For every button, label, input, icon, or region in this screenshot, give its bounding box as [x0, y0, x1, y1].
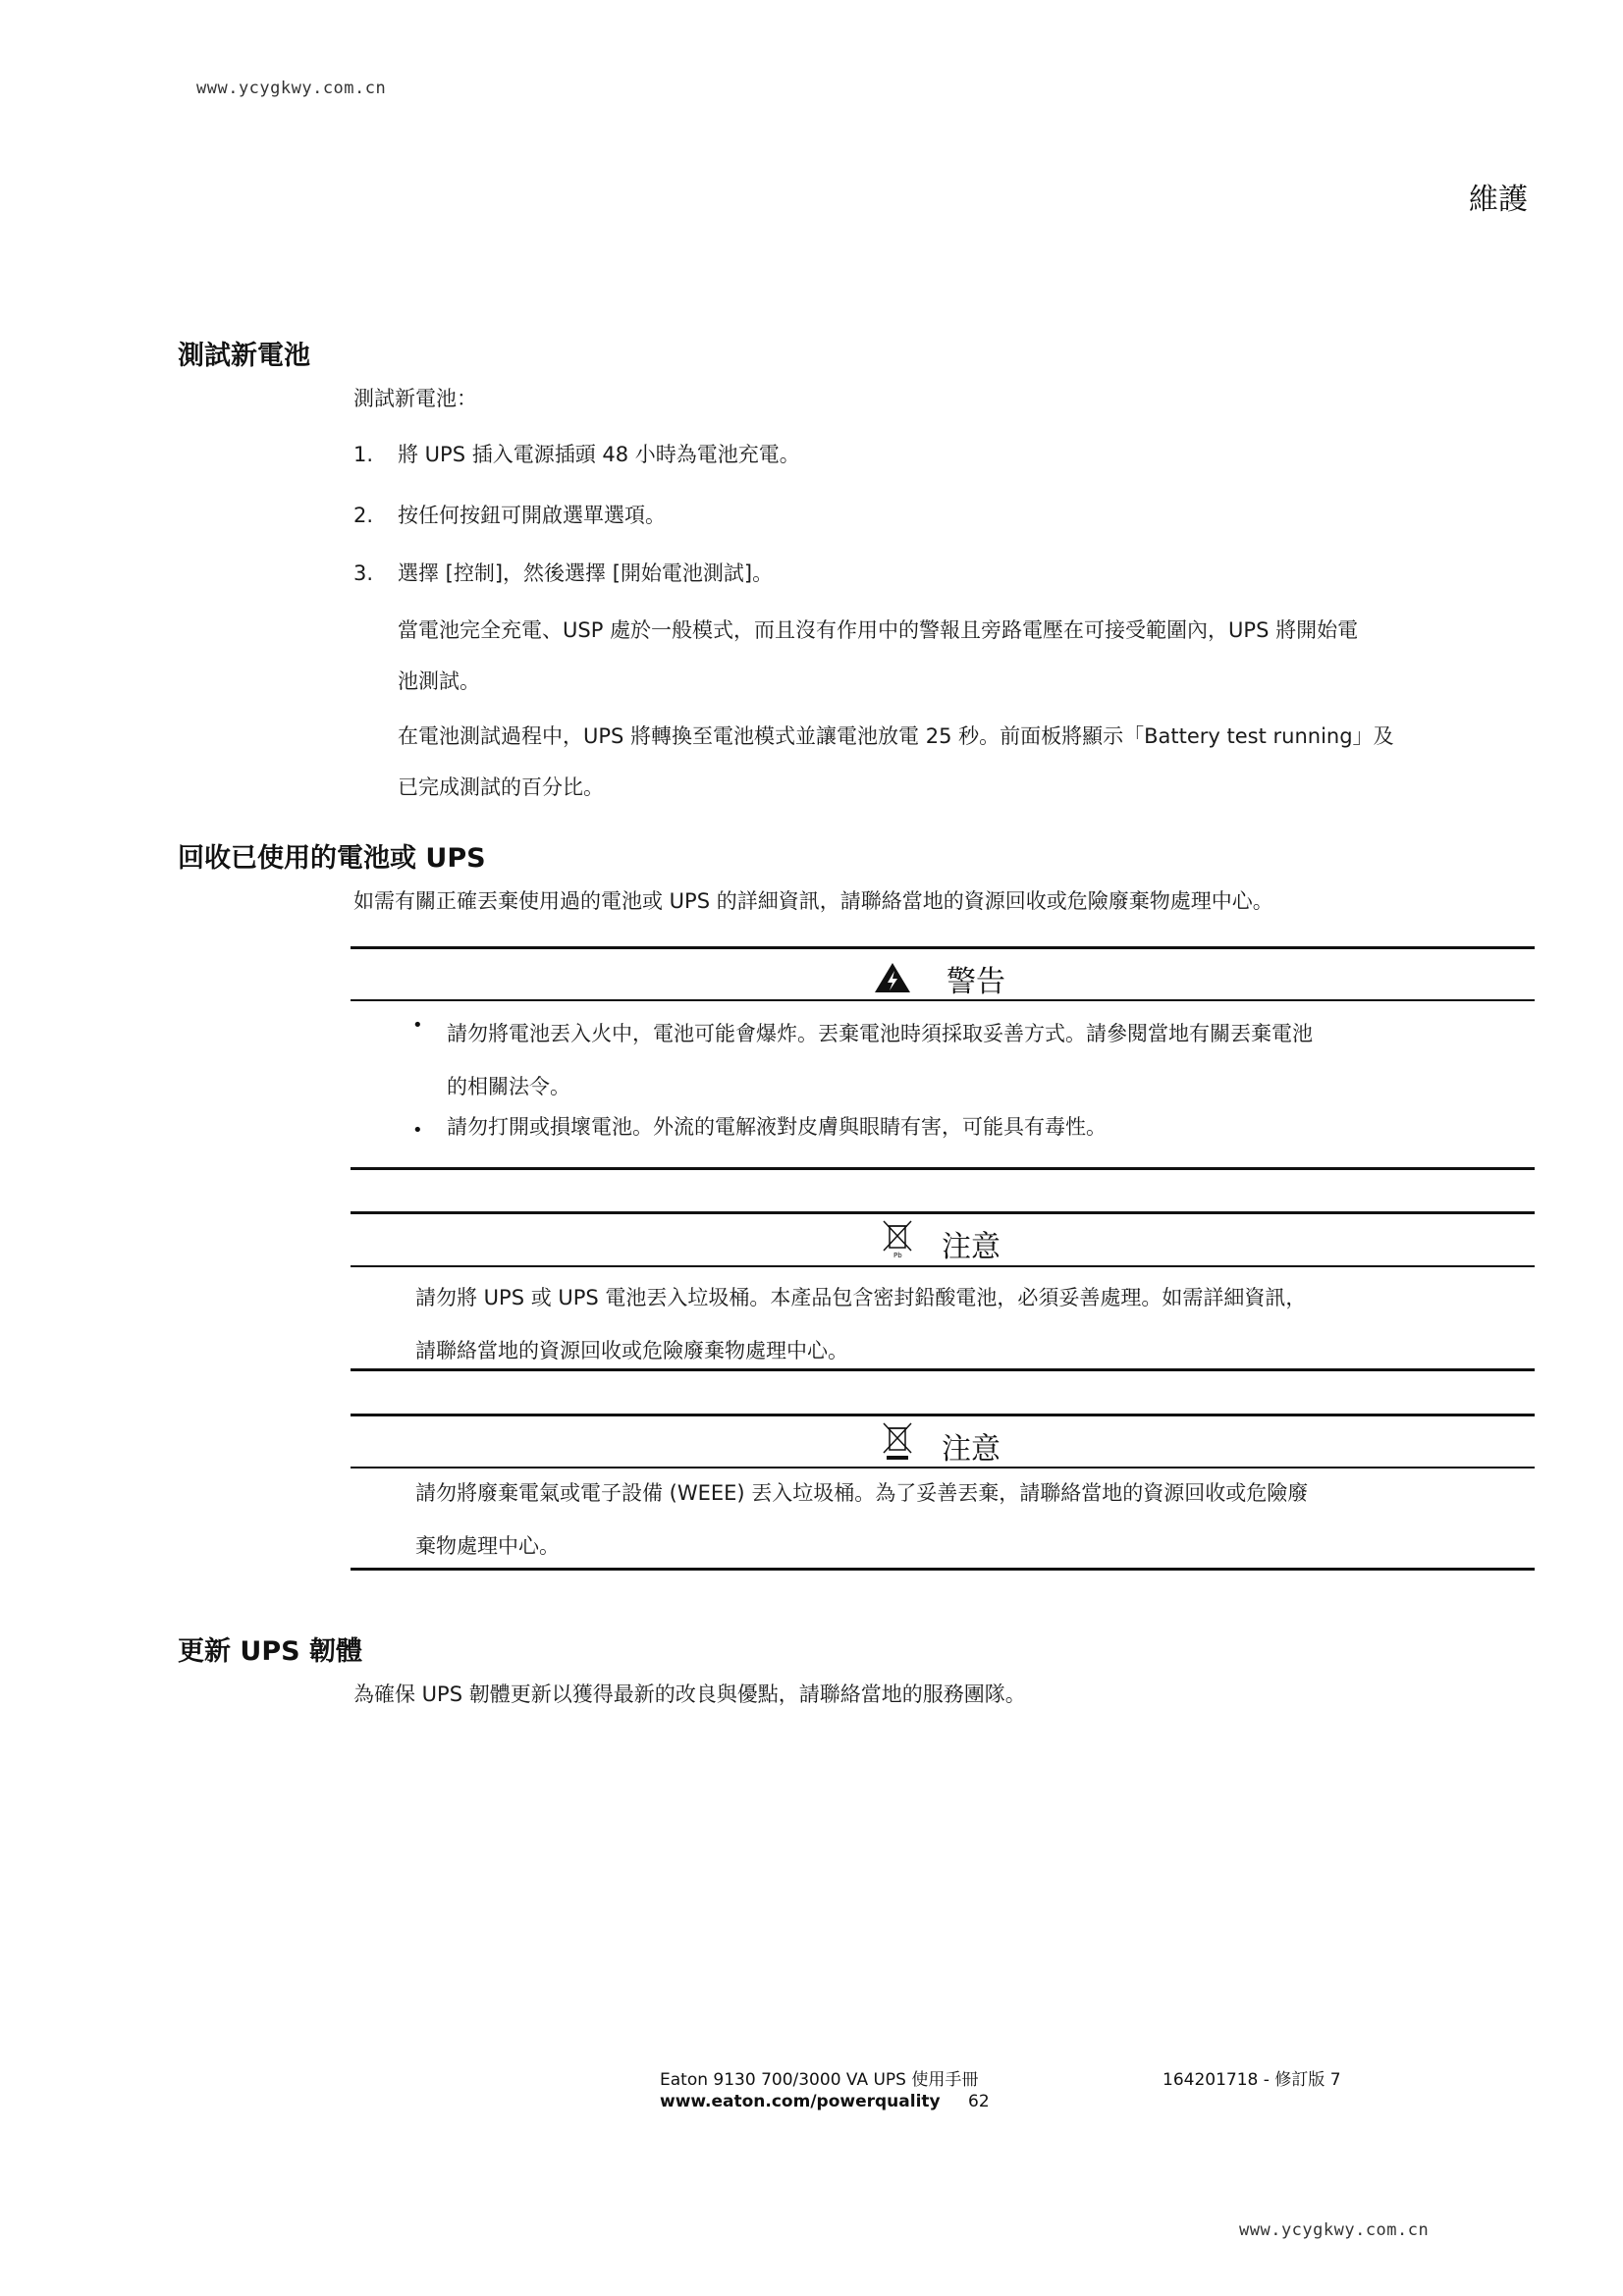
footer-url[interactable]: www.eaton.com/powerquality [660, 2092, 941, 2111]
warning-bullet-1 [447, 1007, 1313, 1113]
svg-text:Pb: Pb [893, 1252, 902, 1259]
caution1-bottom-rule [351, 1368, 1535, 1371]
paragraph-line: 池測試。 [398, 669, 480, 693]
caution-line: 棄物處理中心。 [415, 1534, 560, 1558]
step-number: 2. [353, 504, 374, 527]
step-text: 按任何按鈕可開啟選單選項。 [398, 504, 666, 527]
step-number: 1. [353, 443, 374, 466]
step-number: 3. [353, 561, 374, 585]
footer-doc-number: 164201718 - 修訂版 7 [1163, 2070, 1341, 2090]
caution2-text [415, 1467, 1308, 1573]
caution-line: 請勿將廢棄電氣或電子設備 (WEEE) 丟入垃圾桶。為了妥善丟棄，請聯絡當地的資源回收或危險廢 [415, 1481, 1309, 1505]
paragraph-test-process [398, 711, 1532, 813]
caution2-top-rule [351, 1414, 1535, 1416]
heading-firmware: 更新 UPS 韌體 [178, 1636, 362, 1667]
caution1-top-rule [351, 1211, 1535, 1214]
caution2-title: 注意 [942, 1432, 1001, 1467]
bullet-icon: • [412, 1120, 423, 1141]
caution1-text [415, 1271, 1306, 1377]
bullet-icon: • [412, 1015, 423, 1036]
paragraph-line: 當電池完全充電、USP 處於一般模式，而且沒有作用中的警報且旁路電壓在可接受範圍內，UPS 將開始電 [398, 618, 1359, 642]
warning-bullet-2: 請勿打開或損壞電池。外流的電解液對皮膚與眼睛有害，可能具有毒性。 [447, 1115, 1107, 1139]
recycle-intro: 如需有關正確丟棄使用過的電池或 UPS 的詳細資訊，請聯絡當地的資源回收或危險廢棄物處理中心。 [353, 889, 1273, 913]
heading-test-new-battery: 測試新電池 [178, 341, 310, 371]
caution-line: 請勿將 UPS 或 UPS 電池丟入垃圾桶。本產品包含密封鉛酸電池，必須妥善處理。如需詳細資訊， [415, 1286, 1307, 1309]
footer-page-number: 62 [968, 2092, 990, 2111]
paragraph-test-conditions [398, 605, 1532, 707]
step-text: 將 UPS 插入電源插頭 48 小時為電池充電。 [398, 443, 800, 466]
step-text: 選擇 [控制]，然後選擇 [開始電池測試]。 [398, 561, 774, 585]
weee-crossed-bin-icon [881, 1420, 914, 1462]
bullet-line: 的相關法令。 [447, 1075, 570, 1098]
caution1-sub-rule [351, 1265, 1535, 1267]
warning-title: 警告 [947, 965, 1005, 999]
warning-top-rule [351, 946, 1535, 949]
paragraph-line: 已完成測試的百分比。 [398, 775, 604, 799]
caution-line: 請聯絡當地的資源回收或危險廢棄物處理中心。 [415, 1339, 848, 1362]
warning-bottom-rule [351, 1167, 1535, 1170]
caution1-title: 注意 [942, 1230, 1001, 1264]
footer-manual-title: Eaton 9130 700/3000 VA UPS 使用手冊 [660, 2070, 979, 2090]
firmware-intro: 為確保 UPS 韌體更新以獲得最新的改良與優點，請聯絡當地的服務團隊。 [353, 1682, 1026, 1706]
section-label: 維護 [1469, 183, 1528, 217]
heading-recycle: 回收已使用的電池或 UPS [178, 843, 486, 874]
caution2-bottom-rule [351, 1568, 1535, 1571]
warning-triangle-icon [873, 961, 912, 994]
crossed-out-bin-pb-icon [881, 1218, 914, 1259]
warning-sub-rule [351, 999, 1535, 1001]
watermark-top: www.ycygkwy.com.cn [196, 79, 387, 98]
bullet-line: 請勿將電池丟入火中，電池可能會爆炸。丟棄電池時須採取妥善方式。請參閱當地有關丟棄電池 [447, 1022, 1313, 1045]
paragraph-line: 在電池測試過程中，UPS 將轉換至電池模式並讓電池放電 25 秒。前面板將顯示「Battery test running」及 [398, 724, 1394, 748]
test-intro: 測試新電池： [353, 387, 477, 410]
watermark-bottom: www.ycygkwy.com.cn [1239, 2220, 1430, 2240]
